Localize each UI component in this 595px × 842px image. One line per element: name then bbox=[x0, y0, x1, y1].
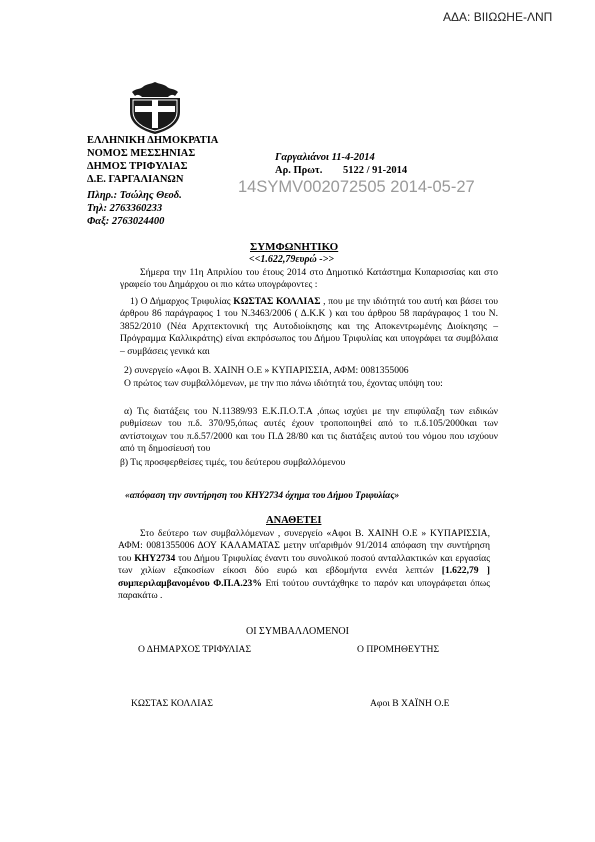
intro-text: Σήμερα την 11η Απριλίου του έτους 2014 στο Δημοτικό Κατάστημα Κυπαρισσίας και στο γραφείο του Δημάρχου οι πιο κάτω υπογράφοντες : bbox=[120, 267, 498, 291]
signatories-title: ΟΙ ΣΥΜΒΑΛΛΟΜΕΝΟΙ bbox=[246, 626, 349, 637]
protocol-value: 5122 / 91-2014 bbox=[343, 165, 408, 176]
protocol bbox=[275, 164, 407, 177]
header-line: ΔΗΜΟΣ ΤΡΙΦΥΛΙΑΣ bbox=[87, 161, 188, 172]
signatory-right-name: Αφοι Β ΧΑΪΝΗ Ο.Ε bbox=[370, 698, 450, 709]
greek-coat-of-arms-icon bbox=[126, 78, 184, 136]
assign-text-2: του Δήμου Τριφυλίας έναντι του συνολικού ποσού ανταλλακτικών και εργασίας των χιλίων εξακοσίων είκοσι δύο ευρώ και εβδομήντα εννέα λεπτών bbox=[118, 552, 490, 577]
first-party-text: Ο πρώτος των συμβαλλόμενων, με την πιο πάνω ιδιότητά του, έχοντας υπόψη του: bbox=[124, 378, 443, 389]
intro-paragraph bbox=[120, 267, 498, 292]
contact-phone: Τηλ: 2763360233 bbox=[87, 203, 163, 214]
first-party-paragraph bbox=[120, 378, 500, 390]
decision-line: «απόφαση την συντήρηση του ΚΗΥ2734 όχημα του Δήμου Τριφυλίας» bbox=[125, 491, 400, 501]
signatory-left-name: ΚΩΣΤΑΣ ΚΟΛΛΙΑΣ bbox=[131, 698, 214, 709]
assign-paragraph bbox=[118, 528, 490, 602]
party1-name: ΚΩΣΤΑΣ ΚΟΛΛΙΑΣ bbox=[233, 296, 321, 307]
party1-post: , που με την ιδιότητά του αυτή και βάσει του άρθρου 86 παράγραφος 1 του Ν.3463/2006 ( Δ.Κ.Κ ) και του άρθρου 58 παράγραφος 1 του Ν. 3852/2010 (Νέα Αρχιτεκτονική της Αυτοδιοίκησης και της Αποκεντρωμένης Διοίκησης – Πρόγραμμα Καλλικράτης) είναι εκπρόσωπος του Δήμου Τριφυλίας και υπογράφει τα συμβόλαια – συμβάσεις γενικά και bbox=[120, 296, 498, 357]
amount-line: <<1.622,79ευρώ ->> bbox=[249, 254, 335, 265]
item-a-text: α) Τις διατάξεις του Ν.11389/93 Ε.Κ.Π.Ο.Τ.Α ,όπως ισχύει με την επιφύλαξη των ειδικών ρυθμίσεων του π.δ. 370/95,όπως αυτές έχουν τροποποιηθεί από το π.δ.105/2000και των αντίστοιχων του π.δ.57/2000 και του Π.Δ 28/80 και τις διατάξεις αυτού του νόμου που ισχύουν από τη δημοσίευσή του bbox=[120, 406, 498, 455]
header-authority bbox=[87, 134, 218, 186]
party2-line: 2) συνεργείο «Αφοι Β. ΧΑΙΝΗ Ο.Ε » ΚΥΠΑΡΙΣΣΙΑ, ΑΦΜ: 0081355006 bbox=[124, 365, 409, 376]
signatory-left-role: Ο ΔΗΜΑΡΧΟΣ ΤΡΙΦΥΛΙΑΣ bbox=[138, 644, 252, 655]
contact-fax: Φαξ: 2763024400 bbox=[87, 216, 165, 227]
signatory-right-role: Ο ΠΡΟΜΗΘΕΥΤΗΣ bbox=[357, 644, 440, 655]
protocol-label: Αρ. Πρωτ. bbox=[275, 165, 323, 176]
contact-person: Πληρ.: Τσώλης Θεοδ. bbox=[87, 190, 182, 201]
header-contact bbox=[87, 189, 182, 228]
assign-text-1: Στο δεύτερο των συμβαλλόμενων , συνεργείο «Αφοι Β. ΧΑΙΝΗ Ο.Ε » ΚΥΠΑΡΙΣΣΙΑ, ΑΦΜ: 0081355006 ΔΟΥ ΚΑΛΑΜΑΤΑΣ μετην υπ'αριθμόν 91/2014 απόφαση την συντήρηση του bbox=[118, 528, 490, 564]
header-line: ΕΛΛΗΝΙΚΗ ΔΗΜΟΚΡΑΤΙΑ bbox=[87, 135, 219, 146]
diavgeia-stamp: 14SYMV002072505 2014-05-27 bbox=[238, 178, 475, 196]
item-a-paragraph bbox=[120, 406, 498, 456]
item-b-line: β) Τις προσφερθείσες τιμές, του δεύτερου συμβαλλόμενου bbox=[120, 457, 346, 468]
assign-vehicle: ΚΗΥ2734 bbox=[134, 552, 176, 564]
assign-text-3: Επί τούτου συντάχθηκε το παρόν και υπογράφεται όπως παρακάτω . bbox=[118, 577, 490, 602]
ada-code: ΑΔΑ: ΒΙΙΩΩΗΕ-ΛΝΠ bbox=[443, 10, 553, 24]
party1-paragraph bbox=[120, 296, 498, 358]
header-line: Δ.Ε. ΓΑΡΓΑΛΙΑΝΩΝ bbox=[87, 174, 184, 185]
party1-pre: 1) Ο Δήμαρχος Τριφυλίας bbox=[130, 296, 234, 307]
place-date: Γαργαλιάνοι 11-4-2014 bbox=[275, 152, 375, 163]
assign-title: ΑΝΑΘΕΤΕΙ bbox=[266, 515, 322, 526]
header-line: ΝΟΜΟΣ ΜΕΣΣΗΝΙΑΣ bbox=[87, 148, 196, 159]
document-title: ΣΥΜΦΩΝΗΤΙΚΟ bbox=[250, 241, 339, 253]
assign-amount: [1.622,79 ] συμπεριλαμβανομένου Φ.Π.Α.23% bbox=[118, 565, 490, 589]
